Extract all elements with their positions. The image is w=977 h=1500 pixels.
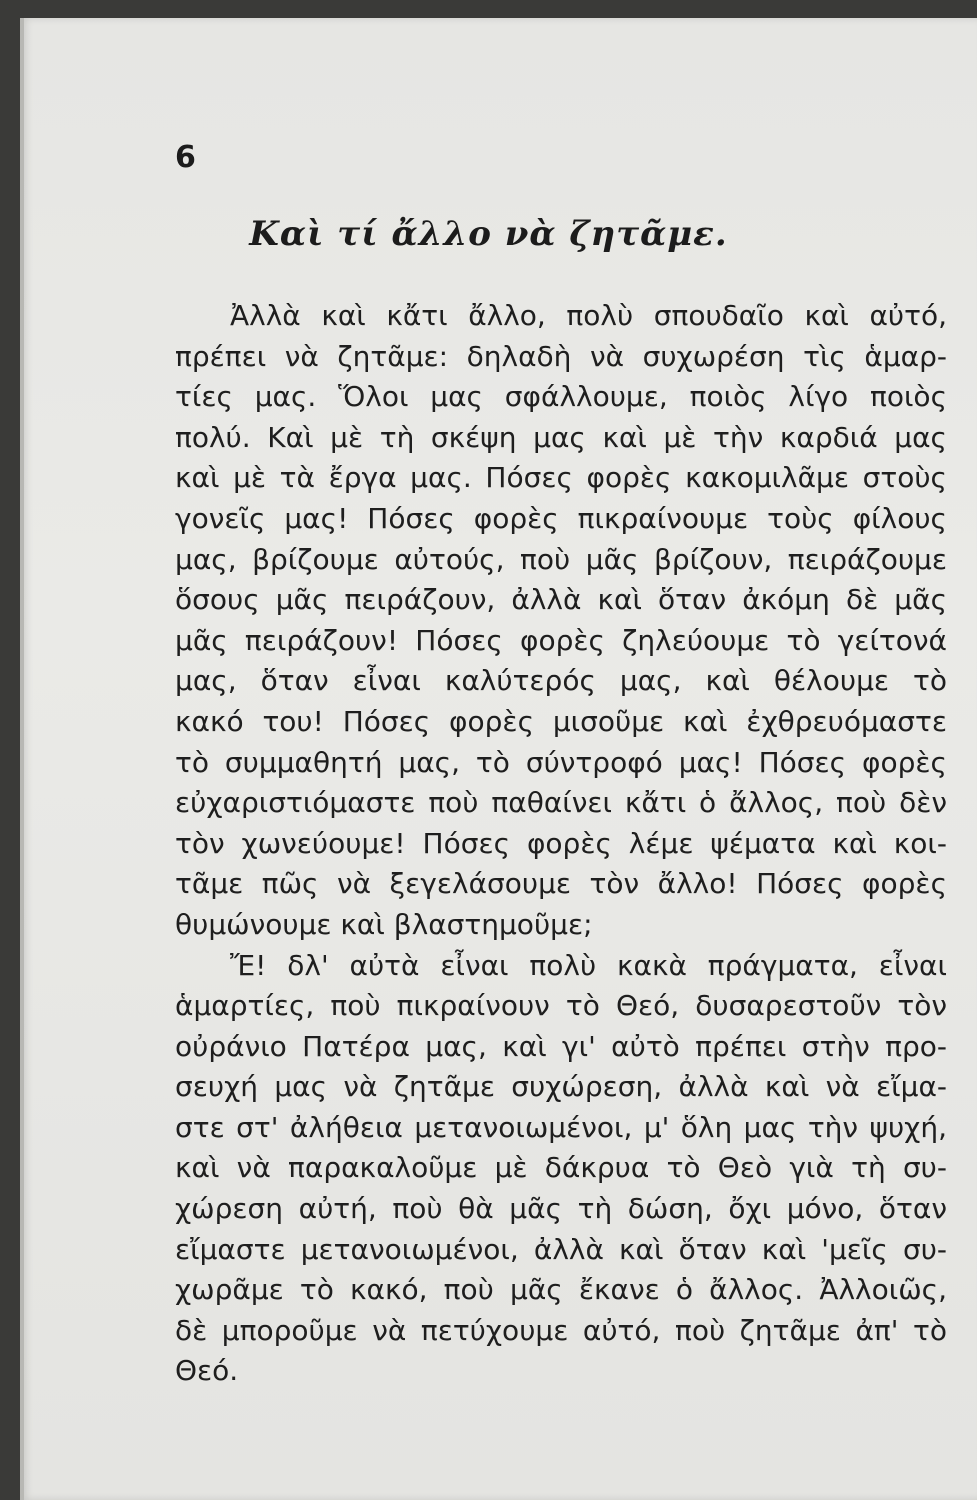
text-line: ἁμαρτίες, ποὺ πικραίνουν τὸ Θεό, δυσαρεστοῦν τὸν: [175, 989, 947, 1023]
text-line: μας, ὅταν εἶναι καλύτερός μας, καὶ θέλουμε τὸ: [175, 664, 947, 698]
text-line: καὶ νὰ παρακαλοῦμε μὲ δάκρυα τὸ Θεὸ γιὰ τὴ συ-: [175, 1151, 947, 1185]
text-line: θυμώνουμε καὶ βλαστημοῦμε;: [175, 907, 593, 941]
text-line: εὐχαριστιόμαστε ποὺ παθαίνει κἄτι ὁ ἄλλος, ποὺ δὲν: [175, 786, 947, 820]
text-line: στε στ' ἀλήθεια μετανοιωμένοι, μ' ὅλη μας τὴν ψυχή,: [175, 1110, 947, 1144]
text-line: τᾶμε πῶς νὰ ξεγελάσουμε τὸν ἄλλο! Πόσες φορὲς: [175, 867, 947, 901]
text-line: καὶ μὲ τὰ ἔργα μας. Πόσες φορὲς κακομιλᾶμε στοὺς: [175, 461, 947, 495]
text-line: πρέπει νὰ ζητᾶμε: δηλαδὴ νὰ συχωρέση τὶς ἁμαρ-: [175, 339, 947, 373]
text-line: οὐράνιο Πατέρα μας, καὶ γι' αὐτὸ πρέπει στὴν προ-: [175, 1029, 947, 1063]
text-line: κακό του! Πόσες φορὲς μισοῦμε καὶ ἐχθρευόμαστε: [175, 704, 947, 738]
text-line: σευχή μας νὰ ζητᾶμε συχώρεση, ἀλλὰ καὶ νὰ εἴμα-: [175, 1070, 947, 1104]
text-line: μας, βρίζουμε αὐτούς, ποὺ μᾶς βρίζουν, πειράζουμε: [175, 542, 947, 576]
text-line: δὲ μποροῦμε νὰ πετύχουμε αὐτό, ποὺ ζητᾶμε ἀπ' τὸ: [175, 1313, 947, 1347]
body-text: [175, 296, 947, 1392]
text-line: μᾶς πειράζουν! Πόσες φορὲς ζηλεύουμε τὸ γείτονά: [175, 623, 947, 657]
text-line: Ἔ! δλ' αὐτὰ εἶναι πολὺ κακὰ πράγματα, εἶναι: [230, 948, 947, 982]
text-line: εἴμαστε μετανοιωμένοι, ἀλλὰ καὶ ὅταν καὶ 'μεῖς συ-: [175, 1232, 947, 1266]
text-line: χωρᾶμε τὸ κακό, ποὺ μᾶς ἔκανε ὁ ἄλλος. Ἀλλοιῶς,: [175, 1273, 947, 1307]
text-line: τὸ συμμαθητή μας, τὸ σύντροφό μας! Πόσες φορὲς: [175, 745, 947, 779]
text-line: τὸν χωνεύουμε! Πόσες φορὲς λέμε ψέματα καὶ κοι-: [175, 826, 947, 860]
text-line: γονεῖς μας! Πόσες φορὲς πικραίνουμε τοὺς φίλους: [175, 501, 947, 535]
text-line: πολύ. Καὶ μὲ τὴ σκέψη μας καὶ μὲ τὴν καρδιά μας: [175, 420, 947, 454]
section-heading: Καὶ τί ἄλλο νὰ ζητᾶμε.: [249, 214, 728, 254]
text-line: ὅσους μᾶς πειράζουν, ἀλλὰ καὶ ὅταν ἀκόμη δὲ μᾶς: [175, 583, 947, 617]
text-line: Θεό.: [175, 1354, 239, 1388]
text-line: Ἀλλὰ καὶ κἄτι ἄλλο, πολὺ σπουδαῖο καὶ αὐτό,: [230, 299, 947, 332]
text-line: χώρεση αὐτή, ποὺ θὰ μᾶς τὴ δώση, ὄχι μόνο, ὅταν: [175, 1192, 947, 1226]
text-line: τίες μας. Ὅλοι μας σφάλλουμε, ποιὸς λίγο ποιὸς: [175, 380, 947, 414]
page-number: 6: [175, 140, 196, 175]
